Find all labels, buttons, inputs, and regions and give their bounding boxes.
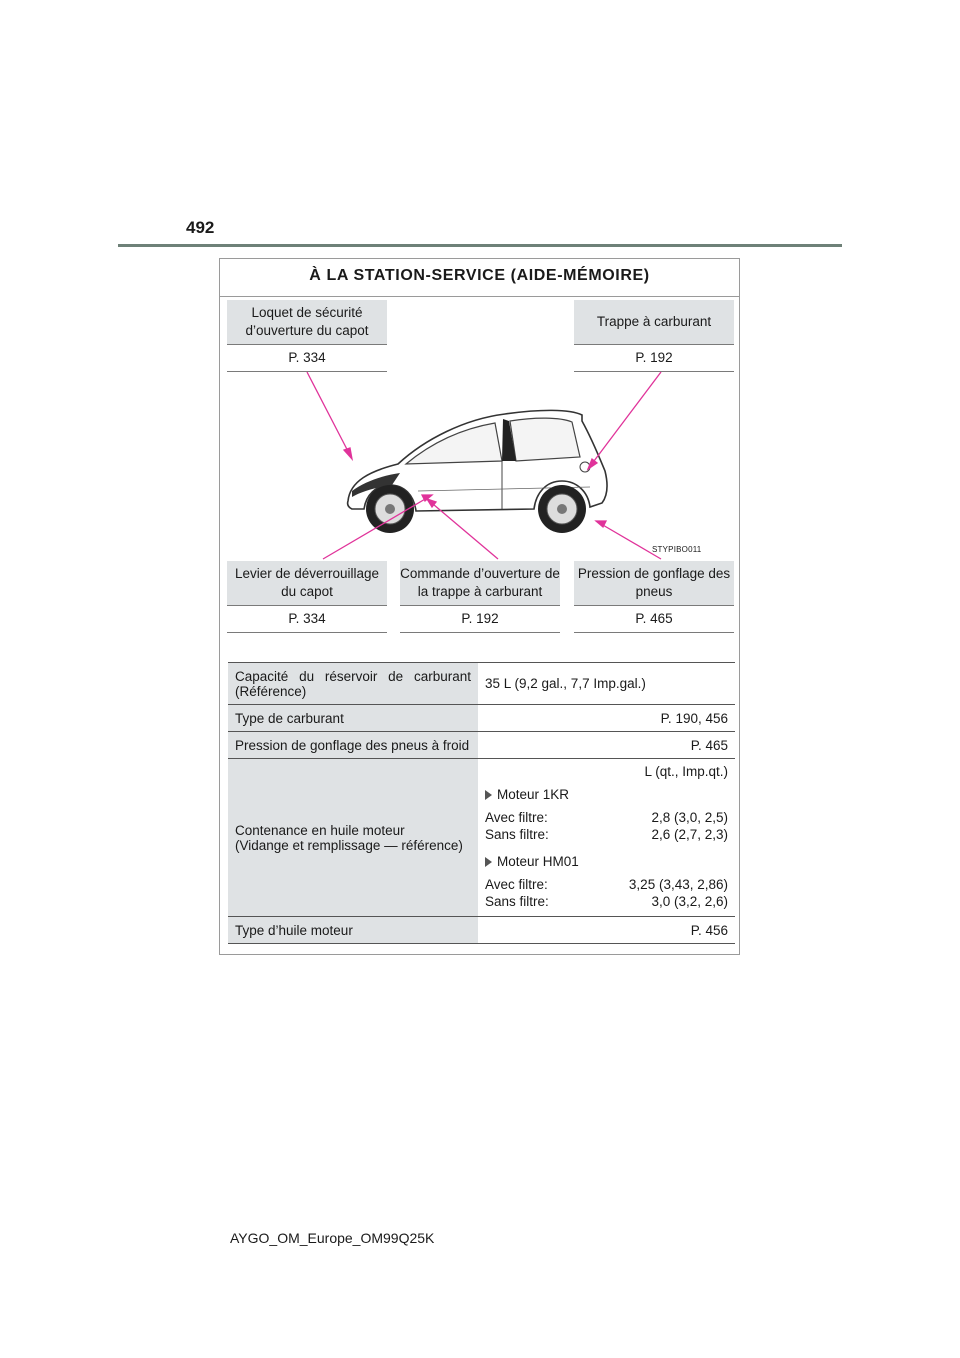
callout-label: Levier de déverrouillage du capot (227, 561, 387, 606)
oil-capacity-sublabel: (Vidange et remplissage — référence) (235, 837, 463, 853)
oil-row-value: 3,0 (3,2, 2,6) (651, 894, 728, 909)
callout-page-ref: P. 465 (574, 606, 734, 633)
car-window-rear (510, 418, 580, 461)
callout-page-ref: P. 192 (400, 606, 560, 633)
leader-fuel-door (588, 372, 661, 469)
spec-label: Type de carburant (228, 705, 478, 732)
quick-reference-box (219, 258, 740, 955)
engine-heading (485, 786, 728, 803)
spec-value (478, 759, 735, 917)
header-rule (118, 244, 842, 247)
page-number: 492 (186, 218, 215, 237)
spec-value: P. 456 (478, 917, 735, 944)
oil-row-label: Avec filtre: (485, 810, 548, 825)
spec-label: Type d’huile moteur (228, 917, 478, 944)
spec-label: Pression de gonflage des pneus à froid (228, 732, 478, 759)
oil-row-label: Sans filtre: (485, 827, 549, 842)
oil-row-label: Sans filtre: (485, 894, 549, 909)
rear-wheel (538, 485, 586, 533)
oil-row-value: 2,8 (3,0, 2,5) (651, 810, 728, 825)
oil-row-label: Avec filtre: (485, 877, 548, 892)
callout-tire-pressure (574, 561, 734, 633)
spec-value: P. 465 (478, 732, 735, 759)
callout-page-ref: P. 334 (227, 345, 387, 372)
table-row (228, 759, 735, 917)
triangle-bullet-icon (485, 857, 492, 867)
triangle-bullet-icon (485, 790, 492, 800)
oil-capacity-label: Contenance en huile moteur (235, 822, 405, 838)
callout-label: Pression de gonflage des pneus (574, 561, 734, 606)
callout-label: Loquet de sécurité d’ouverture du capot (227, 300, 387, 345)
footer-document-code: AYGO_OM_Europe_OM99Q25K (230, 1230, 435, 1246)
oil-row-value: 3,25 (3,43, 2,86) (628, 877, 728, 892)
callout-hood-release-lever (227, 561, 387, 633)
spec-table (228, 662, 735, 944)
oil-unit: L (qt., Imp.qt.) (644, 764, 728, 779)
callout-page-ref: P. 192 (574, 345, 734, 372)
table-row (228, 917, 735, 944)
spec-value: 35 L (9,2 gal., 7,7 Imp.gal.) (478, 663, 735, 705)
callout-label: Commande d’ouverture de la trappe à carburant (400, 561, 560, 606)
table-row (228, 663, 735, 705)
callout-fuel-door-switch (400, 561, 560, 633)
figure-code: STYPIBO011 (652, 545, 702, 554)
oil-row (485, 876, 728, 893)
callout-page-ref: P. 334 (227, 606, 387, 633)
oil-row (485, 826, 728, 843)
spec-value: P. 190, 456 (478, 705, 735, 732)
engine-heading (485, 853, 728, 870)
oil-row (485, 809, 728, 826)
callout-label: Trappe à carburant (574, 300, 734, 345)
spec-label (228, 759, 478, 917)
spec-label: Capacité du réservoir de carburant (Référence) (228, 663, 478, 705)
front-wheel (366, 485, 414, 533)
table-row (228, 732, 735, 759)
table-row (228, 705, 735, 732)
oil-row-value: 2,6 (2,7, 2,3) (651, 827, 728, 842)
leader-hood-catch (307, 372, 352, 459)
engine-name: Moteur 1KR (497, 787, 570, 802)
oil-row (485, 893, 728, 910)
engine-name: Moteur HM01 (497, 854, 579, 869)
box-title: À LA STATION-SERVICE (AIDE-MÉMOIRE) (309, 267, 650, 284)
